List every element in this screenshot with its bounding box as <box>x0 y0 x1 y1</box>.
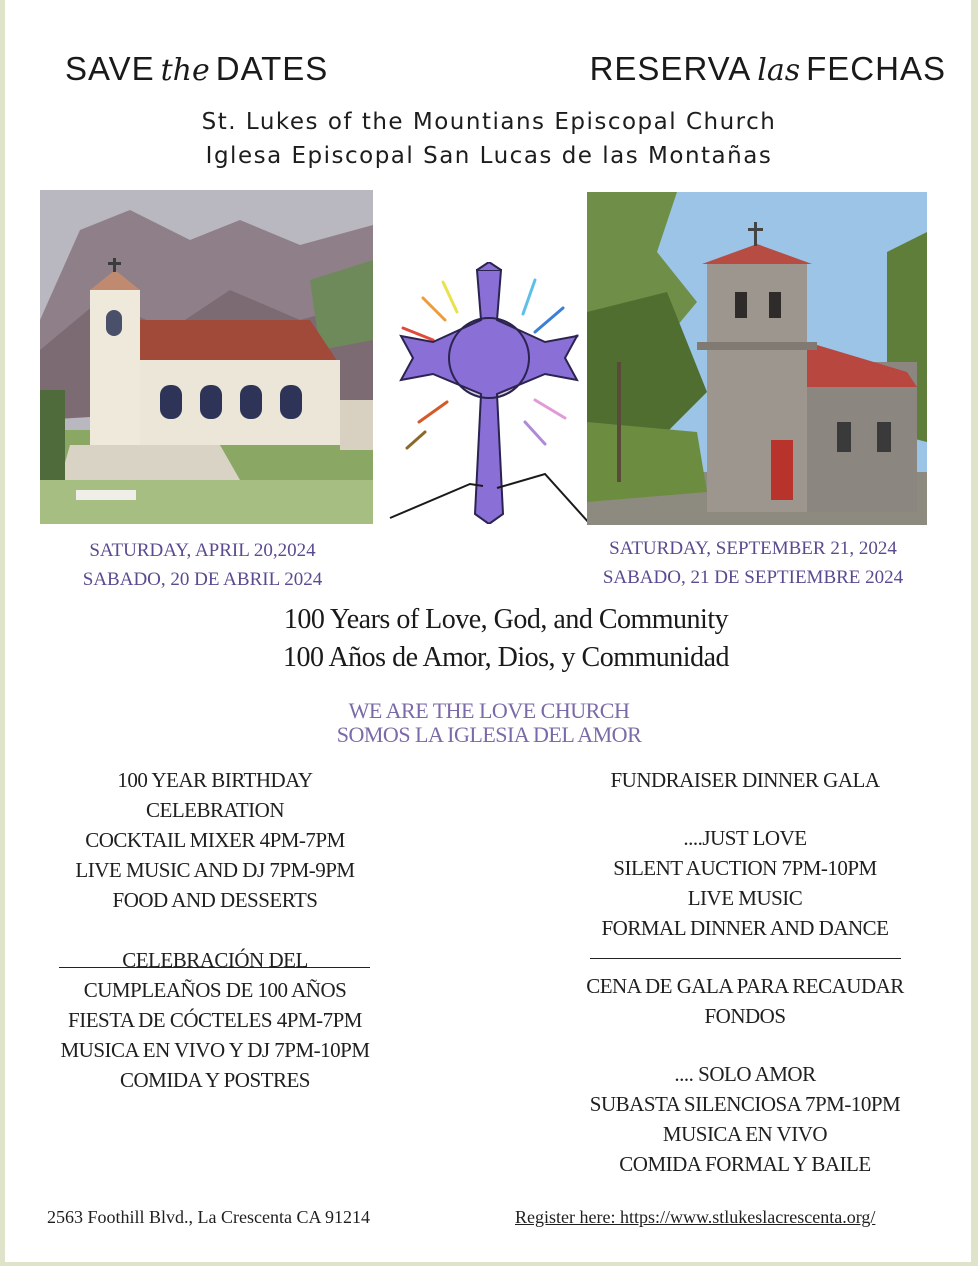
event-line: SUBASTA SILENCIOSA 7PM-10PM <box>589 1092 901 1116</box>
church-painting-image <box>40 190 373 524</box>
tagline-english: 100 Years of Love, God, and Community <box>283 604 729 635</box>
date-left <box>30 536 375 594</box>
event-line: CUMPLEAÑOS DE 100 AÑOS <box>83 978 347 1002</box>
event-line: FOOD AND DESSERTS <box>112 888 318 912</box>
heading-word: FECHAS <box>806 50 946 87</box>
event-line: LIVE MUSIC AND DJ 7PM-9PM <box>75 858 355 882</box>
reserva-las-fechas-heading <box>590 50 946 88</box>
divider-line <box>590 958 901 959</box>
heading-word: DATES <box>215 50 329 87</box>
save-the-dates-heading <box>65 50 328 88</box>
heading-word: SAVE <box>65 50 155 87</box>
event-line: FORMAL DINNER AND DANCE <box>601 916 889 940</box>
register-link[interactable]: Register here: https://www.stlukeslacrescenta.org/ <box>515 1207 876 1227</box>
date-right <box>578 534 928 592</box>
tagline-spanish: 100 Años de Amor, Dios, y Communidad <box>283 642 729 673</box>
church-name-english: St. Lukes of the Mountians Episcopal Church <box>201 109 777 135</box>
event-line: MUSICA EN VIVO <box>662 1122 828 1146</box>
heading-script-word: the <box>160 53 210 88</box>
church-photo-image <box>587 192 927 525</box>
date-line-english: SATURDAY, APRIL 20,2024 <box>89 540 316 561</box>
date-line-spanish: SABADO, 20 DE ABRIL 2024 <box>82 569 323 590</box>
event-line: FONDOS <box>704 1004 786 1028</box>
heading-script-word: las <box>757 53 801 88</box>
date-line-english: SATURDAY, SEPTEMBER 21, 2024 <box>609 538 897 559</box>
love-church-english: WE ARE THE LOVE CHURCH <box>348 698 630 723</box>
church-address: 2563 Foothill Blvd., La Crescenta CA 91214 <box>47 1207 370 1227</box>
event-line: COCKTAIL MIXER 4PM-7PM <box>85 828 345 852</box>
event-line: FIESTA DE CÓCTELES 4PM-7PM <box>68 1008 362 1032</box>
church-name-spanish: Iglesa Episcopal San Lucas de las Montañas <box>205 143 773 169</box>
event-line: ....JUST LOVE <box>683 826 807 850</box>
love-church-spanish: SOMOS LA IGLESIA DEL AMOR <box>336 722 642 747</box>
event-line: FUNDRAISER DINNER GALA <box>610 768 880 792</box>
event-line: CENA DE GALA PARA RECAUDAR <box>586 974 904 998</box>
event-line: COMIDA Y POSTRES <box>120 1068 310 1092</box>
event-line: .... SOLO AMOR <box>674 1062 816 1086</box>
event-line: COMIDA FORMAL Y BAILE <box>619 1152 871 1176</box>
birthday-event-column <box>40 765 390 1095</box>
event-line: SILENT AUCTION 7PM-10PM <box>613 856 877 880</box>
date-line-spanish: SABADO, 21 DE SEPTIEMBRE 2024 <box>602 567 904 588</box>
episcopal-cross-icon <box>385 262 595 524</box>
divider-line <box>59 967 370 968</box>
event-line <box>570 1031 920 1059</box>
event-line: CELEBRACIÓN DEL <box>122 948 308 972</box>
event-line: 100 YEAR BIRTHDAY <box>117 768 313 792</box>
heading-word: RESERVA <box>589 50 752 87</box>
event-line: CELEBRATION <box>146 798 284 822</box>
event-line <box>570 795 920 823</box>
event-line: LIVE MUSIC <box>687 886 803 910</box>
gala-event-column <box>570 765 920 1179</box>
event-line: MUSICA EN VIVO Y DJ 7PM-10PM <box>60 1038 370 1062</box>
